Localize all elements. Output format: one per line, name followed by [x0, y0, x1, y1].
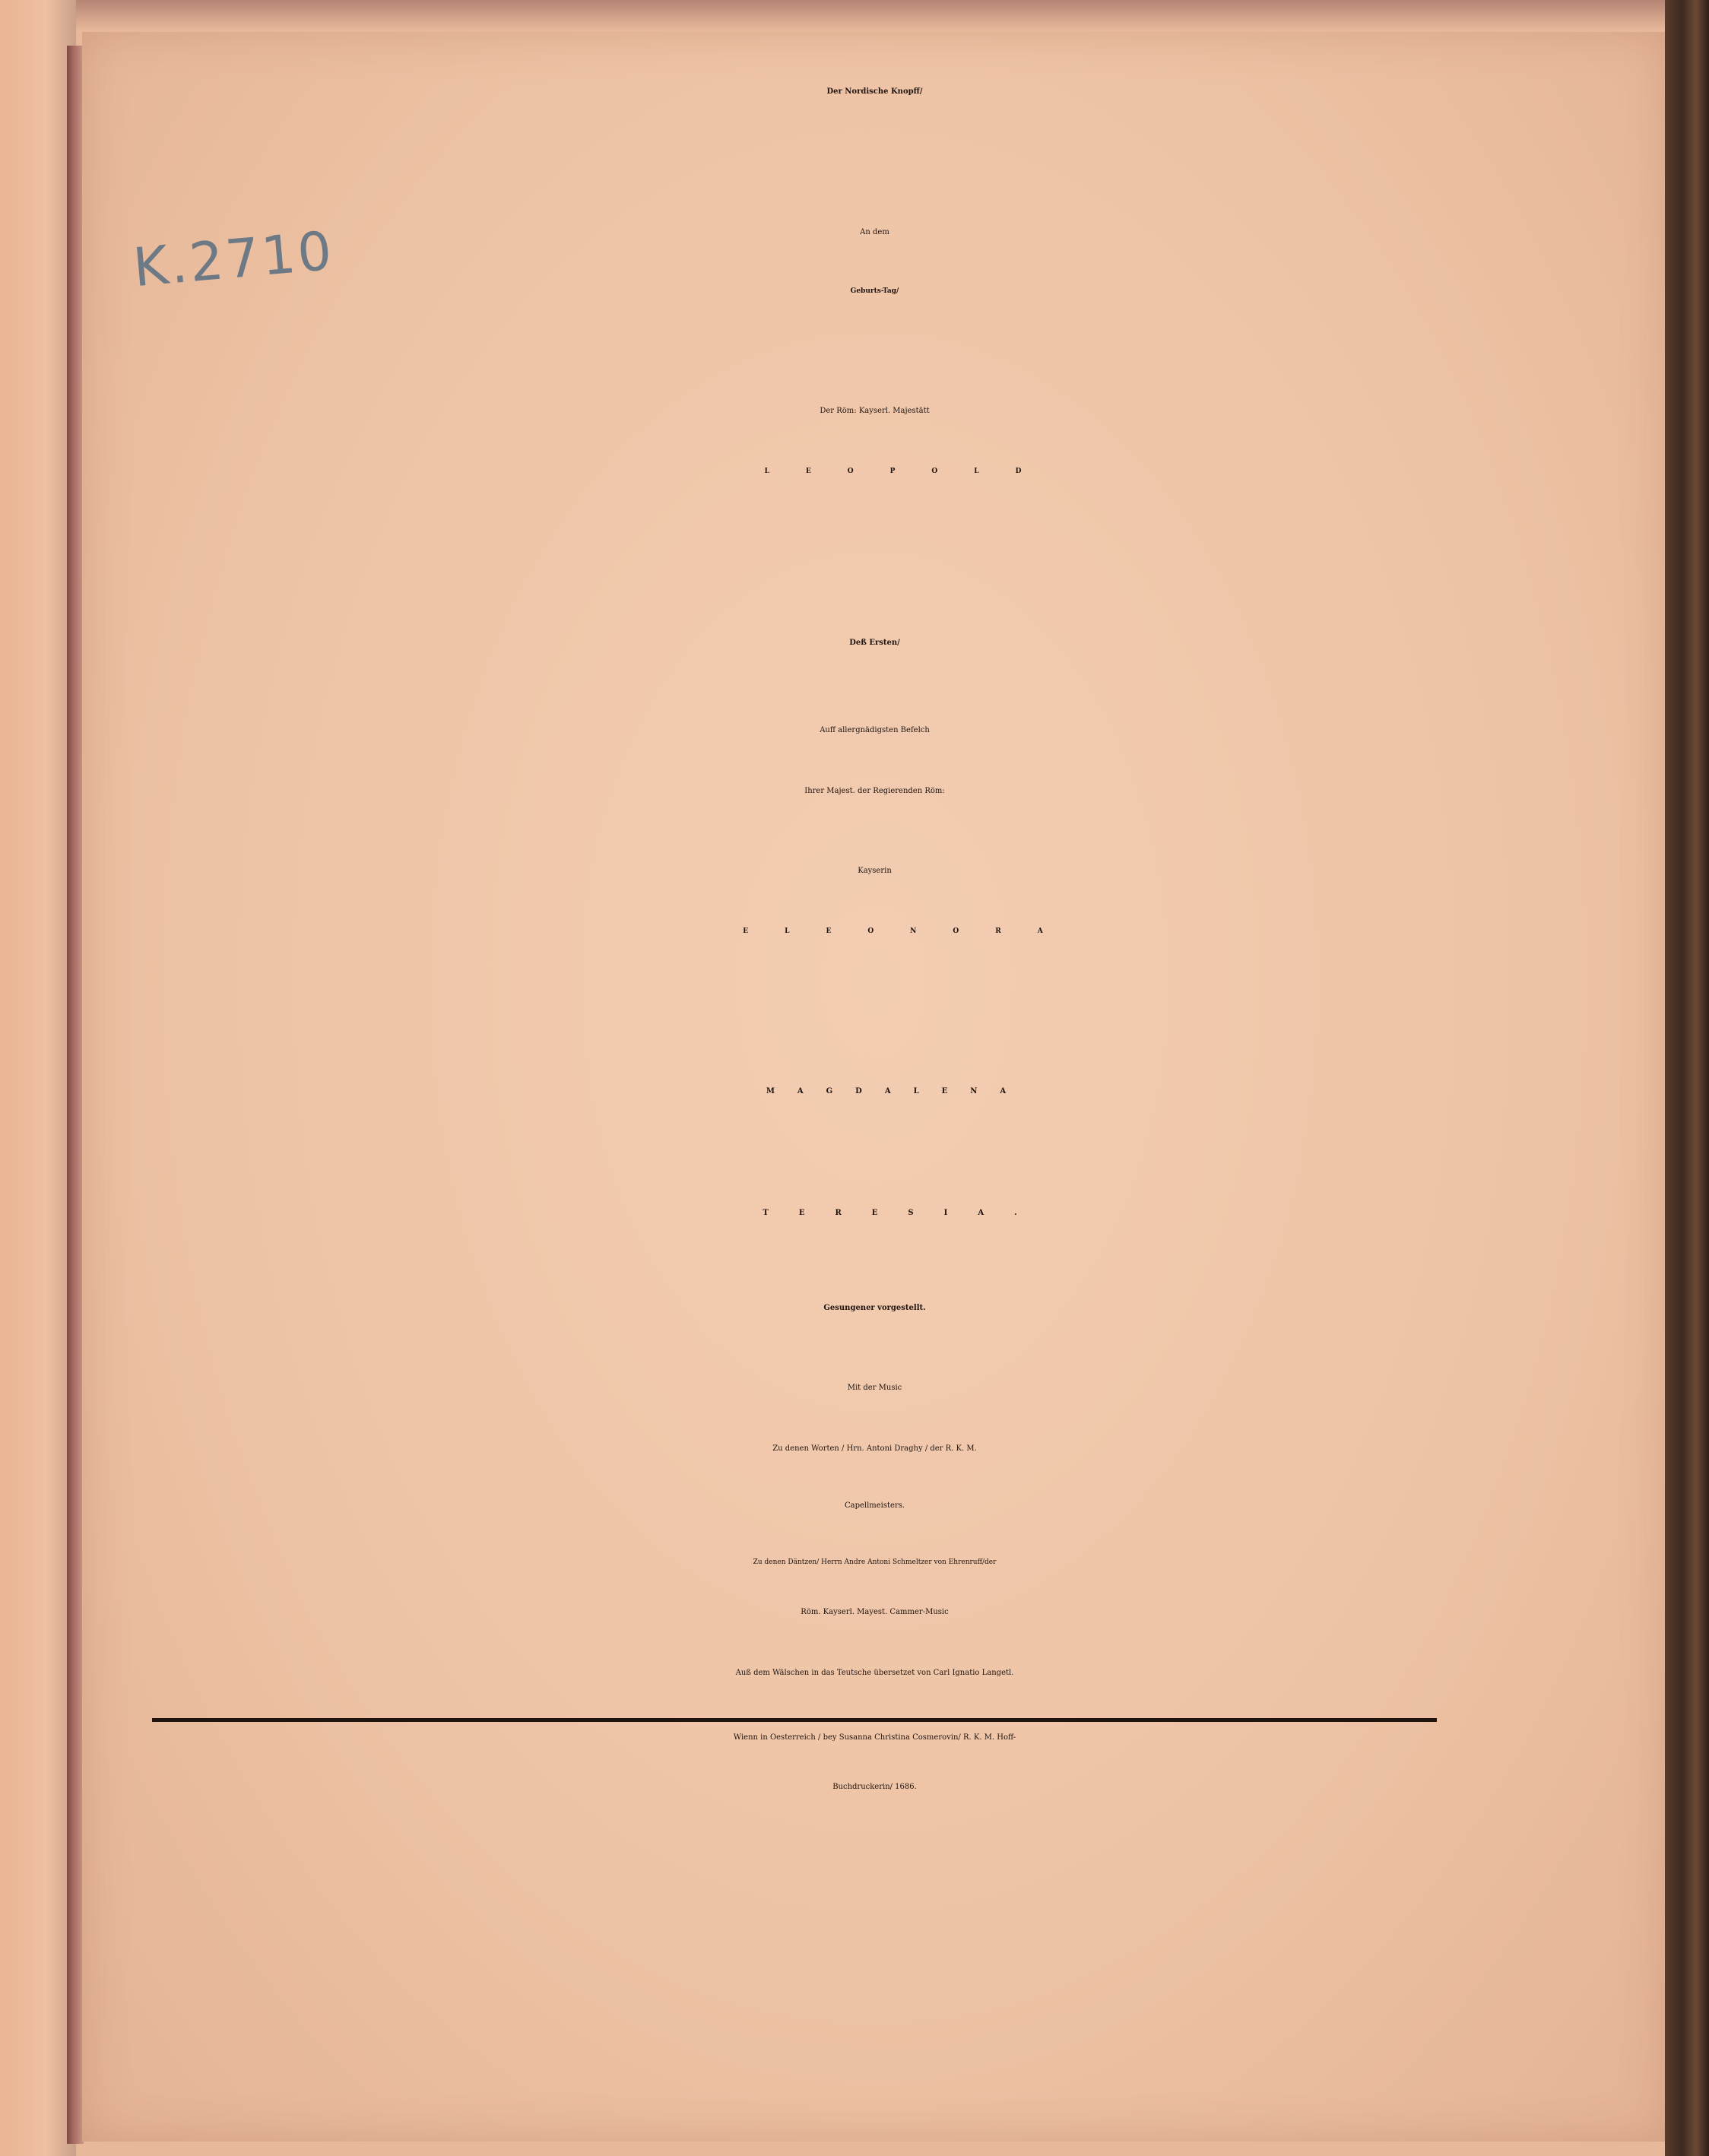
title-line-music: Mit der Music [847, 1384, 902, 1392]
title-line-capellmeisters: Capellmeisters. [844, 1501, 905, 1510]
title-line-draghy: Zu denen Worten / Hrn. Antoni Draghy / der R. K. M. [772, 1444, 977, 1453]
title-line-regierenden: Ihrer Majest. der Regierenden Röm: [804, 787, 945, 795]
name-leopold: LEOPOLD [764, 468, 1058, 475]
name-teresia: TERESIA. [763, 1209, 1048, 1217]
imprint-line-2: Buchdruckerin/ 1686. [832, 1783, 917, 1791]
name-magdalena: MAGDALENA [766, 1087, 1029, 1095]
title-line-schmeltzer: Zu denen Däntzen/ Herrn Andre Antoni Schmeltzer von Ehrenruff/der [753, 1558, 997, 1566]
main-title: Der Nordische Knopff/ [826, 87, 923, 96]
imprint-line-1: Wienn in Oesterreich / bey Susanna Christina Cosmerovin/ R. K. M. Hoff- [733, 1733, 1016, 1742]
title-line-geburts-tag: Geburts-Tag/ [850, 287, 899, 295]
pencil-shelfmark: K.2710 [130, 219, 337, 300]
title-line-cammer-music: Röm. Kayserl. Mayest. Cammer-Music [801, 1608, 949, 1616]
separator-rule [152, 1718, 1437, 1722]
name-eleonora: ELEONORA [743, 927, 1080, 935]
book-top-edge [0, 0, 1709, 30]
book-cover-edge [1665, 0, 1709, 2156]
title-line-befelch: Auff allergnädigsten Befelch [820, 726, 930, 734]
title-line-gesungener: Gesungener vorgestellt. [823, 1304, 926, 1312]
title-line-kayserin: Kayserin [858, 867, 892, 875]
previous-page-edge [0, 0, 76, 2156]
binding-fold [67, 46, 84, 2144]
title-line-dess-ersten: Deß Ersten/ [849, 639, 900, 647]
title-line-majestaett: Der Röm: Kayserl. Majestätt [820, 407, 930, 415]
title-line-translator: Auß dem Wälschen in das Teutsche übersetzet von Carl Ignatio Langetl. [735, 1669, 1014, 1677]
title-line-an-dem: An dem [860, 228, 889, 236]
